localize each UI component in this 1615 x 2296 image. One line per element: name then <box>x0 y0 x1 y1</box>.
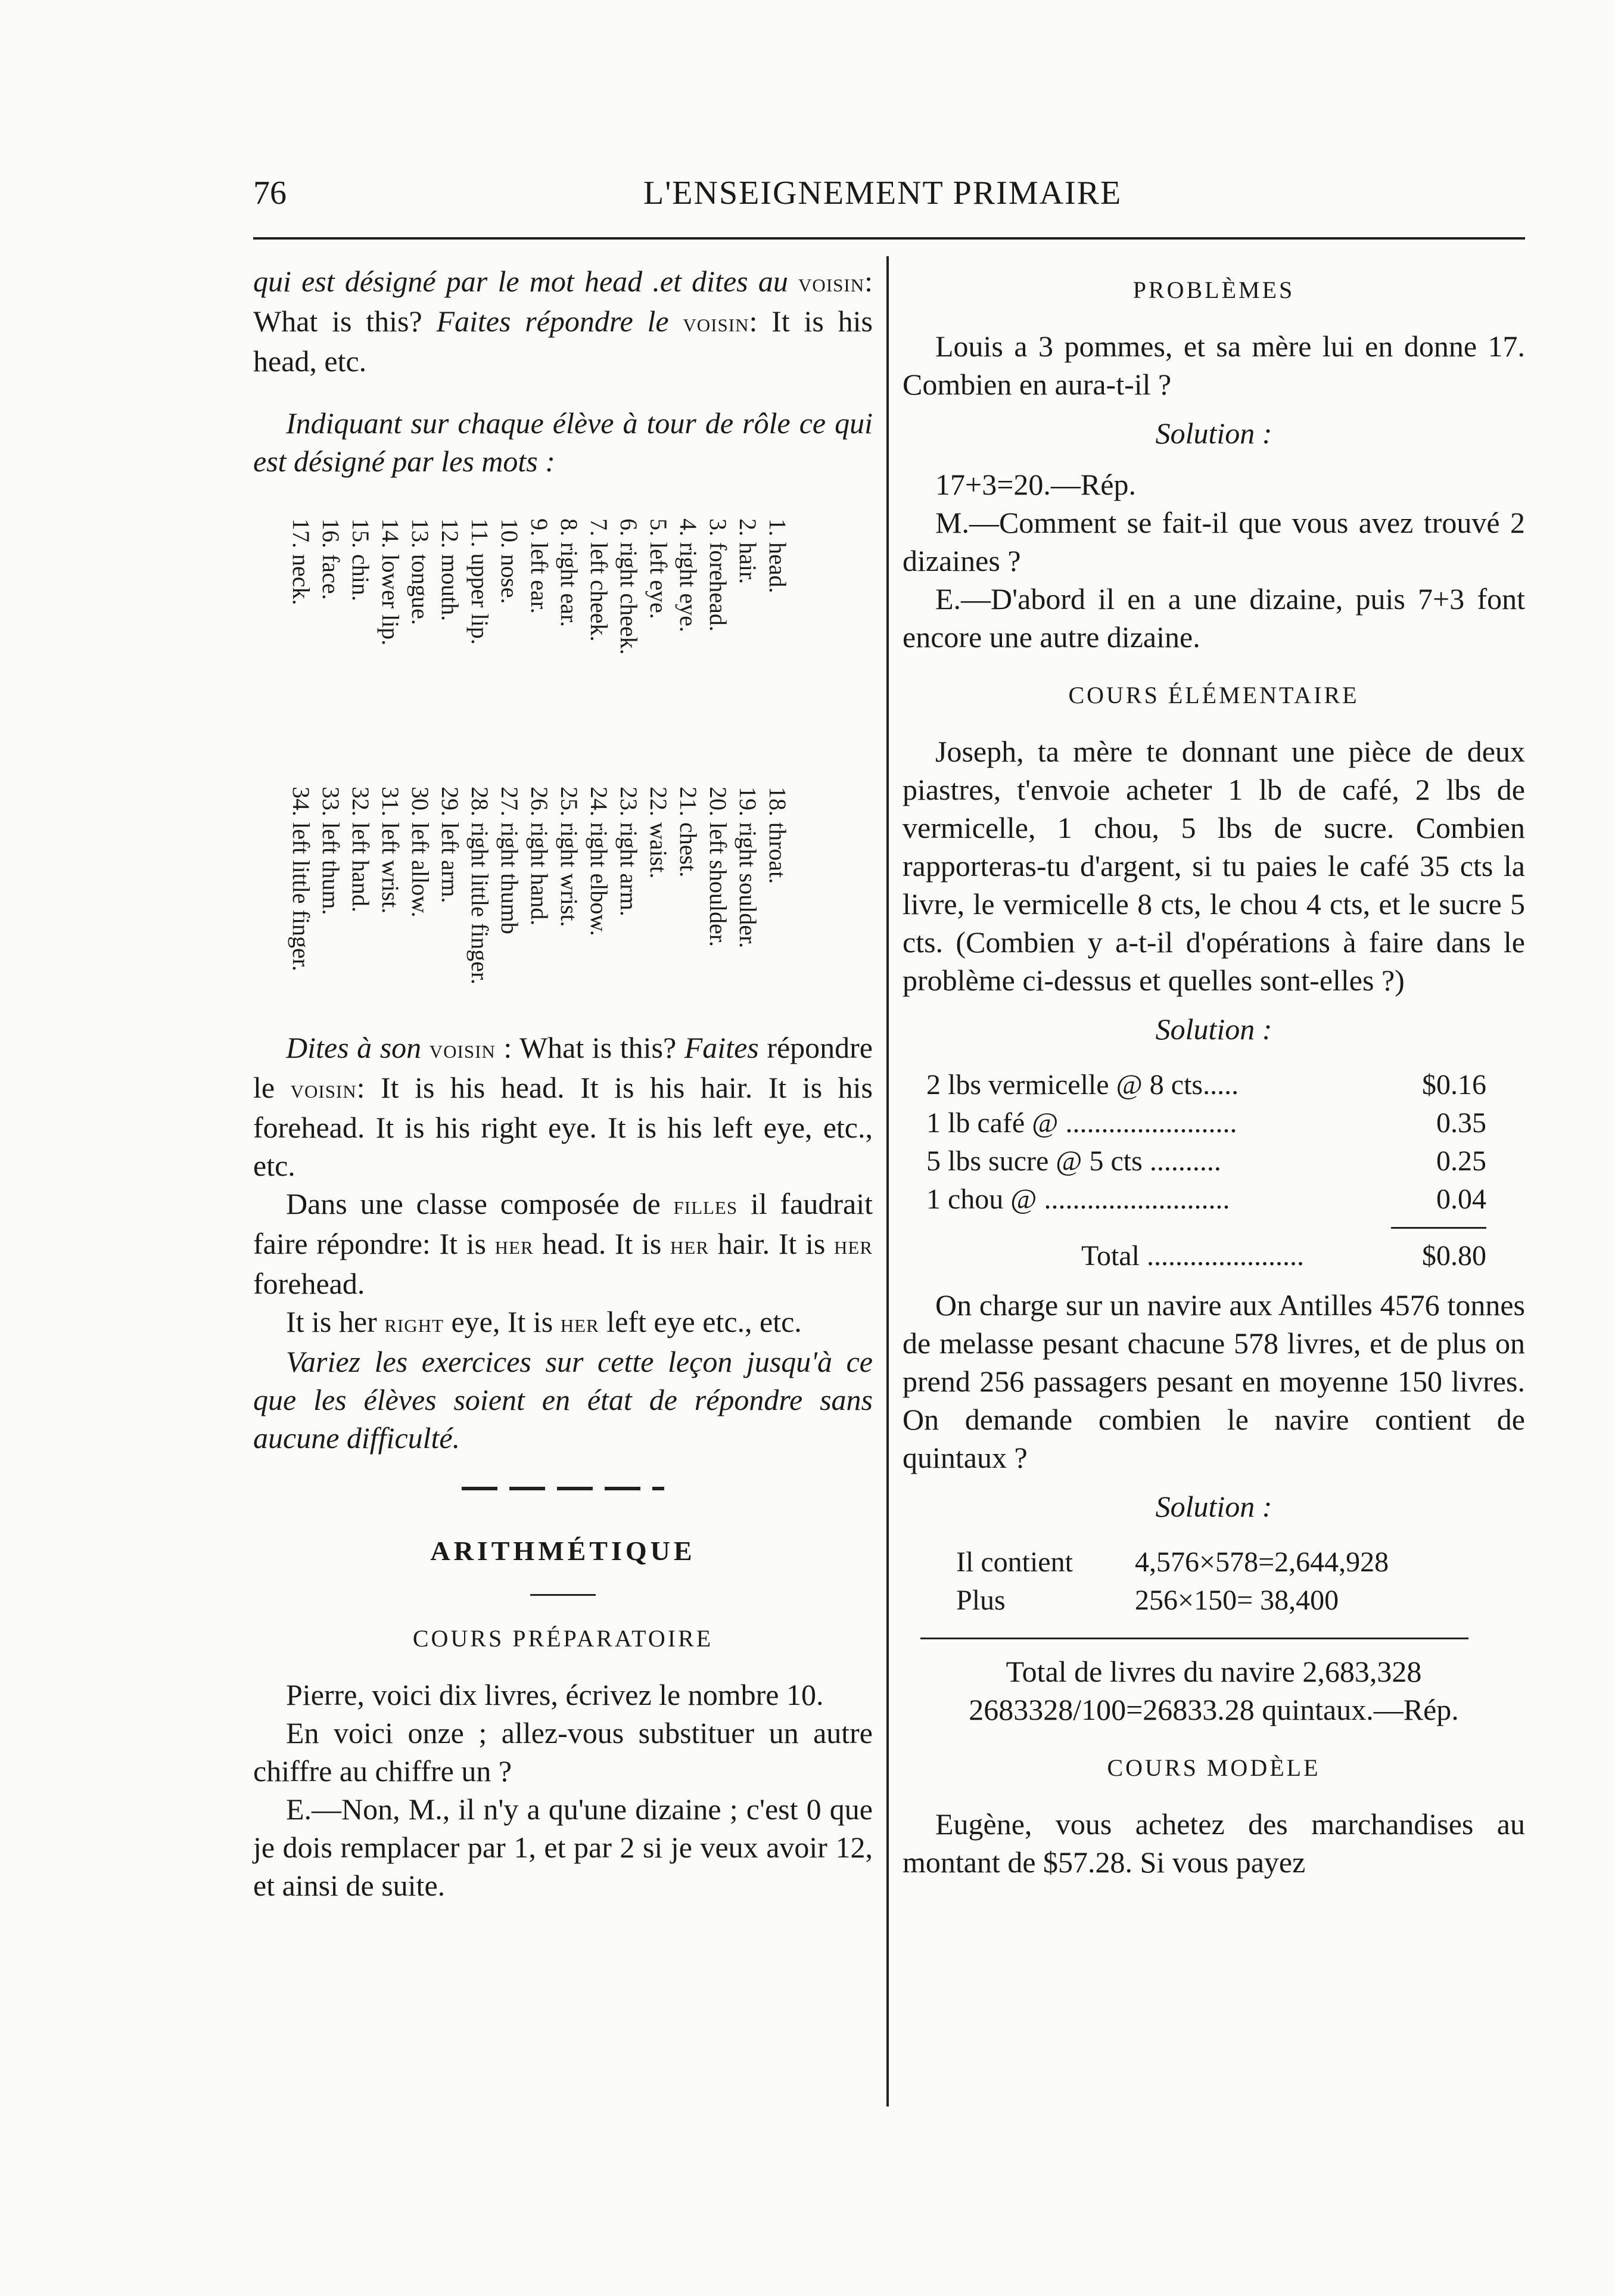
question-dizaines: M.—Comment se fait-il que vous avez trouvé 2 dizaines ? <box>903 506 1525 577</box>
calculation <box>956 1543 1525 1620</box>
vocab-item: 26. right hand. <box>526 787 553 926</box>
paragraph-instruction: Indiquant sur chaque élève à tour de rôle ce qui est désigné par les mots : <box>253 406 873 478</box>
vocab-item: 15. chin. <box>347 518 374 601</box>
paragraph-pierre: Pierre, voici dix livres, écrivez le nombre 10. <box>286 1678 824 1711</box>
ledger-item: 2 lbs vermicelle @ 8 cts..... <box>926 1069 1239 1101</box>
ledger-amount: $0.16 <box>1422 1069 1486 1101</box>
ledger-item: 1 lb café @ ........................ <box>926 1107 1237 1139</box>
ledger <box>926 1066 1486 1229</box>
vocab-list-1 <box>286 518 792 655</box>
ledger-total-value: $0.80 <box>1422 1240 1486 1272</box>
vocab-item: 18. throat. <box>764 787 791 884</box>
vocab-item: 25. right wrist. <box>556 787 583 927</box>
vocab-item: 32. left hand. <box>347 787 374 913</box>
vocab-item: 13. tongue. <box>407 518 434 625</box>
vocab-item: 28. right little finger. <box>466 787 493 985</box>
paragraph-intro: qui est désigné par le mot head .et dites au voisin: What is this? Faites répondre le voisin: It is his head, etc. <box>253 265 873 378</box>
vocab-list-2 <box>286 787 792 984</box>
vocab-item: 20. left shoulder. <box>705 787 732 947</box>
vocab-item: 3. forehead. <box>705 518 732 632</box>
calc-total: Total de livres du navire 2,683,328 <box>1006 1655 1422 1688</box>
paragraph-onze: En voici onze ; allez-vous substituer un autre chiffre au chiffre un ? <box>253 1716 873 1788</box>
paragraph-dizaine: E.—Non, M., il n'y a qu'une dizaine ; c'est 0 que je dois remplacer par 1, et par 2 si je veux avoir 12, et ainsi de suite. <box>253 1792 873 1902</box>
left-column <box>253 262 873 1904</box>
calc-value-1: 4,576×578=2,644,928 <box>1135 1546 1389 1578</box>
vocab-item: 6. right cheek. <box>615 518 642 655</box>
ledger-amount: 0.04 <box>1436 1183 1486 1215</box>
ledger-amount: 0.25 <box>1436 1145 1486 1177</box>
vocab-item: 17. neck. <box>288 518 315 605</box>
right-column <box>903 262 1525 1881</box>
ledger-total-label: Total ...................... <box>1081 1240 1304 1272</box>
elementary-heading: COURS ÉLÉMENTAIRE <box>1068 682 1359 709</box>
vocab-item: 33. left thum. <box>318 787 344 915</box>
paragraph-right-eye: It is her right eye, It is her left eye etc., etc. <box>286 1305 802 1338</box>
vocab-item: 4. right eye. <box>675 518 702 633</box>
vocab-item: 12. mouth. <box>437 518 463 622</box>
header-rule <box>253 237 1525 240</box>
solution-label: Solution : <box>1155 1490 1272 1523</box>
ledger-item: 5 lbs sucre @ 5 cts .......... <box>926 1145 1221 1177</box>
ledger-row <box>926 1180 1486 1219</box>
ledger-row <box>926 1066 1486 1104</box>
vocab-item: 27. right thumb <box>496 787 523 934</box>
vocab-item: 31. left wrist. <box>377 787 404 914</box>
ledger-row <box>926 1142 1486 1180</box>
vocab-item: 8. right ear. <box>556 518 583 627</box>
answer-louis: 17+3=20.—Rép. <box>935 468 1136 501</box>
vocab-item: 2. hair. <box>735 518 761 584</box>
column-divider <box>886 256 889 2107</box>
calc-value-2: 256×150= 38,400 <box>1135 1584 1339 1616</box>
modele-heading: COURS MODÈLE <box>1107 1754 1321 1781</box>
vocab-item: 29. left arm. <box>437 787 463 903</box>
problem-navire: On charge sur un navire aux Antilles 4576 tonnes de melasse pesant chacune 578 livres, et de plus on prend 256 passagers pesant en moyenne 150 livres. On demande combien le navire contient de quintaux ? <box>903 1288 1525 1474</box>
problems-heading: PROBLÈMES <box>1132 276 1295 303</box>
vocab-item: 24. right elbow. <box>586 787 612 936</box>
vocab-item: 5. left eye. <box>645 518 672 619</box>
vocab-item: 30. left allow. <box>407 787 434 918</box>
problem-louis: Louis a 3 pommes, et sa mère lui en donne 17. Combien en aura-t-il ? <box>903 330 1525 401</box>
vocab-item: 1. head. <box>764 518 791 594</box>
vocab-item: 9. left ear. <box>526 518 553 614</box>
paragraph-variez: Variez les exercices sur cette leçon jusqu'à ce que les élèves soient en état de répondre sans aucune difficulté. <box>253 1345 873 1455</box>
vocab-item: 21. chest. <box>675 787 702 878</box>
solution-label: Solution : <box>1155 1012 1272 1046</box>
vocab-item: 16. face. <box>318 518 344 600</box>
ornamental-rule <box>462 1487 664 1490</box>
running-title: L'ENSEIGNEMENT PRIMAIRE <box>643 175 1122 212</box>
vocab-item: 11. upper lip. <box>466 518 493 645</box>
ledger-item: 1 chou @ .......................... <box>926 1183 1230 1215</box>
vocab-item: 23. right arm. <box>615 787 642 916</box>
problem-joseph: Joseph, ta mère te donnant une pièce de deux piastres, t'envoie acheter 1 lb de café, 2 lbs de vermicelle, 1 chou, 5 lbs de sucre. Combien rapporteras-tu d'argent, si tu paies le café 35 cts la livre, le vermicelle 8 cts, le chou 4 cts, et le sucre 5 cts. (Combien y a-t-il d'opérations à faire dans le problème ci-dessus et quelles sont-elles ?) <box>903 735 1525 997</box>
page-number: 76 <box>253 175 287 212</box>
vocab-item: 22. waist. <box>645 787 672 879</box>
paragraph-dites: Dites à son voisin : What is this? Faites répondre le voisin: It is his head. It is his hair. It is his forehead. It is his right eye. It is his left eye, etc., etc. <box>253 1031 873 1182</box>
ledger-total <box>926 1237 1486 1275</box>
subsection-title: COURS PRÉPARATOIRE <box>412 1625 714 1652</box>
calc-result: 2683328/100=26833.28 quintaux.—Rép. <box>969 1693 1459 1726</box>
calc-rule <box>920 1638 1468 1639</box>
vocab-item: 34. left little finger. <box>288 787 315 971</box>
paragraph-filles: Dans une classe composée de filles il faudrait faire répondre: It is her head. It is her hair. It is her forehead. <box>253 1187 873 1300</box>
vocab-item: 19. right soulder. <box>735 787 761 949</box>
ledger-row <box>926 1104 1486 1142</box>
solution-label: Solution : <box>1155 417 1272 450</box>
vocab-item: 10. nose. <box>496 518 523 604</box>
answer-dizaines: E.—D'abord il en a une dizaine, puis 7+3 font encore une autre dizaine. <box>903 582 1525 654</box>
calc-label-1: Il contient <box>956 1546 1073 1578</box>
vocab-item: 14. lower lip. <box>377 518 404 646</box>
vocab-item: 7. left cheek. <box>586 518 612 642</box>
short-rule <box>530 1594 596 1596</box>
ledger-amount: 0.35 <box>1436 1107 1486 1139</box>
ledger-sum-rule <box>1391 1227 1486 1229</box>
problem-eugene: Eugène, vous achetez des marchandises au montant de $57.28. Si vous payez <box>903 1807 1525 1879</box>
calc-label-2: Plus <box>956 1584 1006 1616</box>
section-title: ARITHMÉTIQUE <box>430 1536 696 1566</box>
